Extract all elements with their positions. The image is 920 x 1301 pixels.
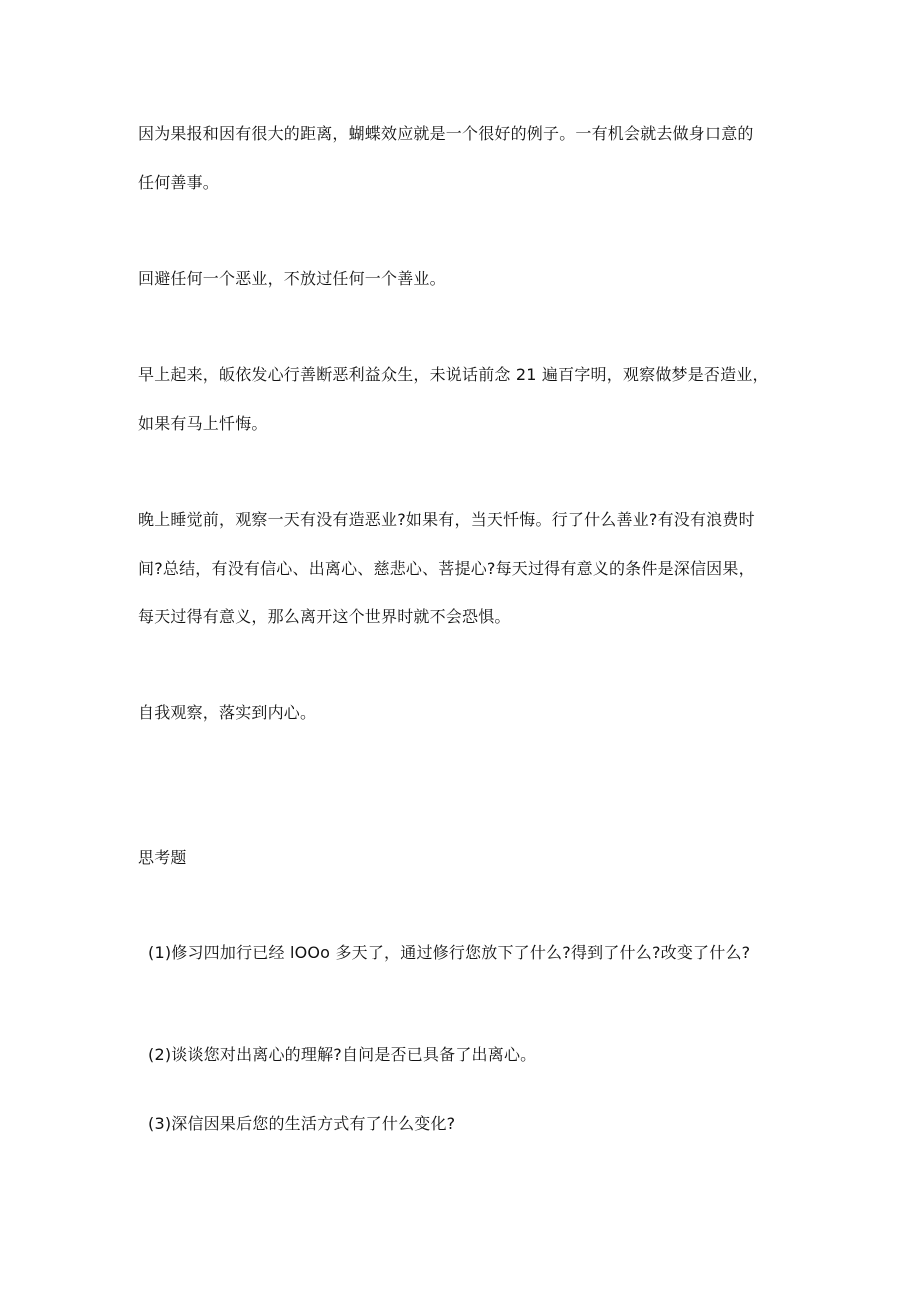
question-2: (2)谈谈您对出离心的理解?自问是否已具备了出离心。 — [148, 1045, 537, 1064]
paragraph-3-line-2: 如果有马上忏悔。 — [138, 414, 268, 433]
paragraph-3-line-1: 早上起来，皈依发心行善断恶利益众生，未说话前念 21 遍百字明，观察做梦是否造业， — [138, 365, 769, 384]
section-title: 思考题 — [138, 848, 187, 867]
paragraph-4-line-3: 每天过得有意义，那么离开这个世界时就不会恐惧。 — [138, 607, 511, 626]
paragraph-4-line-2: 间?总结，有没有信心、出离心、慈悲心、菩提心?每天过得有意义的条件是深信因果， — [138, 559, 755, 578]
paragraph-1-line-2: 任何善事。 — [138, 173, 220, 192]
question-1: (1)修习四加行已经 lOOo 多天了，通过修行您放下了什么?得到了什么?改变了什么? — [148, 943, 751, 962]
paragraph-4-line-1: 晚上睡觉前，观察一天有没有造恶业?如果有，当天忏悔。行了什么善业?有没有浪费时 — [138, 510, 755, 529]
paragraph-1-line-1: 因为果报和因有很大的距离，蝴蝶效应就是一个很好的例子。一有机会就去做身口意的 — [138, 124, 754, 143]
paragraph-5-line-1: 自我观察，落实到内心。 — [138, 703, 317, 722]
question-3: (3)深信因果后您的生活方式有了什么变化? — [148, 1114, 456, 1133]
paragraph-2-line-1: 回避任何一个恶业，不放过任何一个善业。 — [138, 269, 446, 288]
